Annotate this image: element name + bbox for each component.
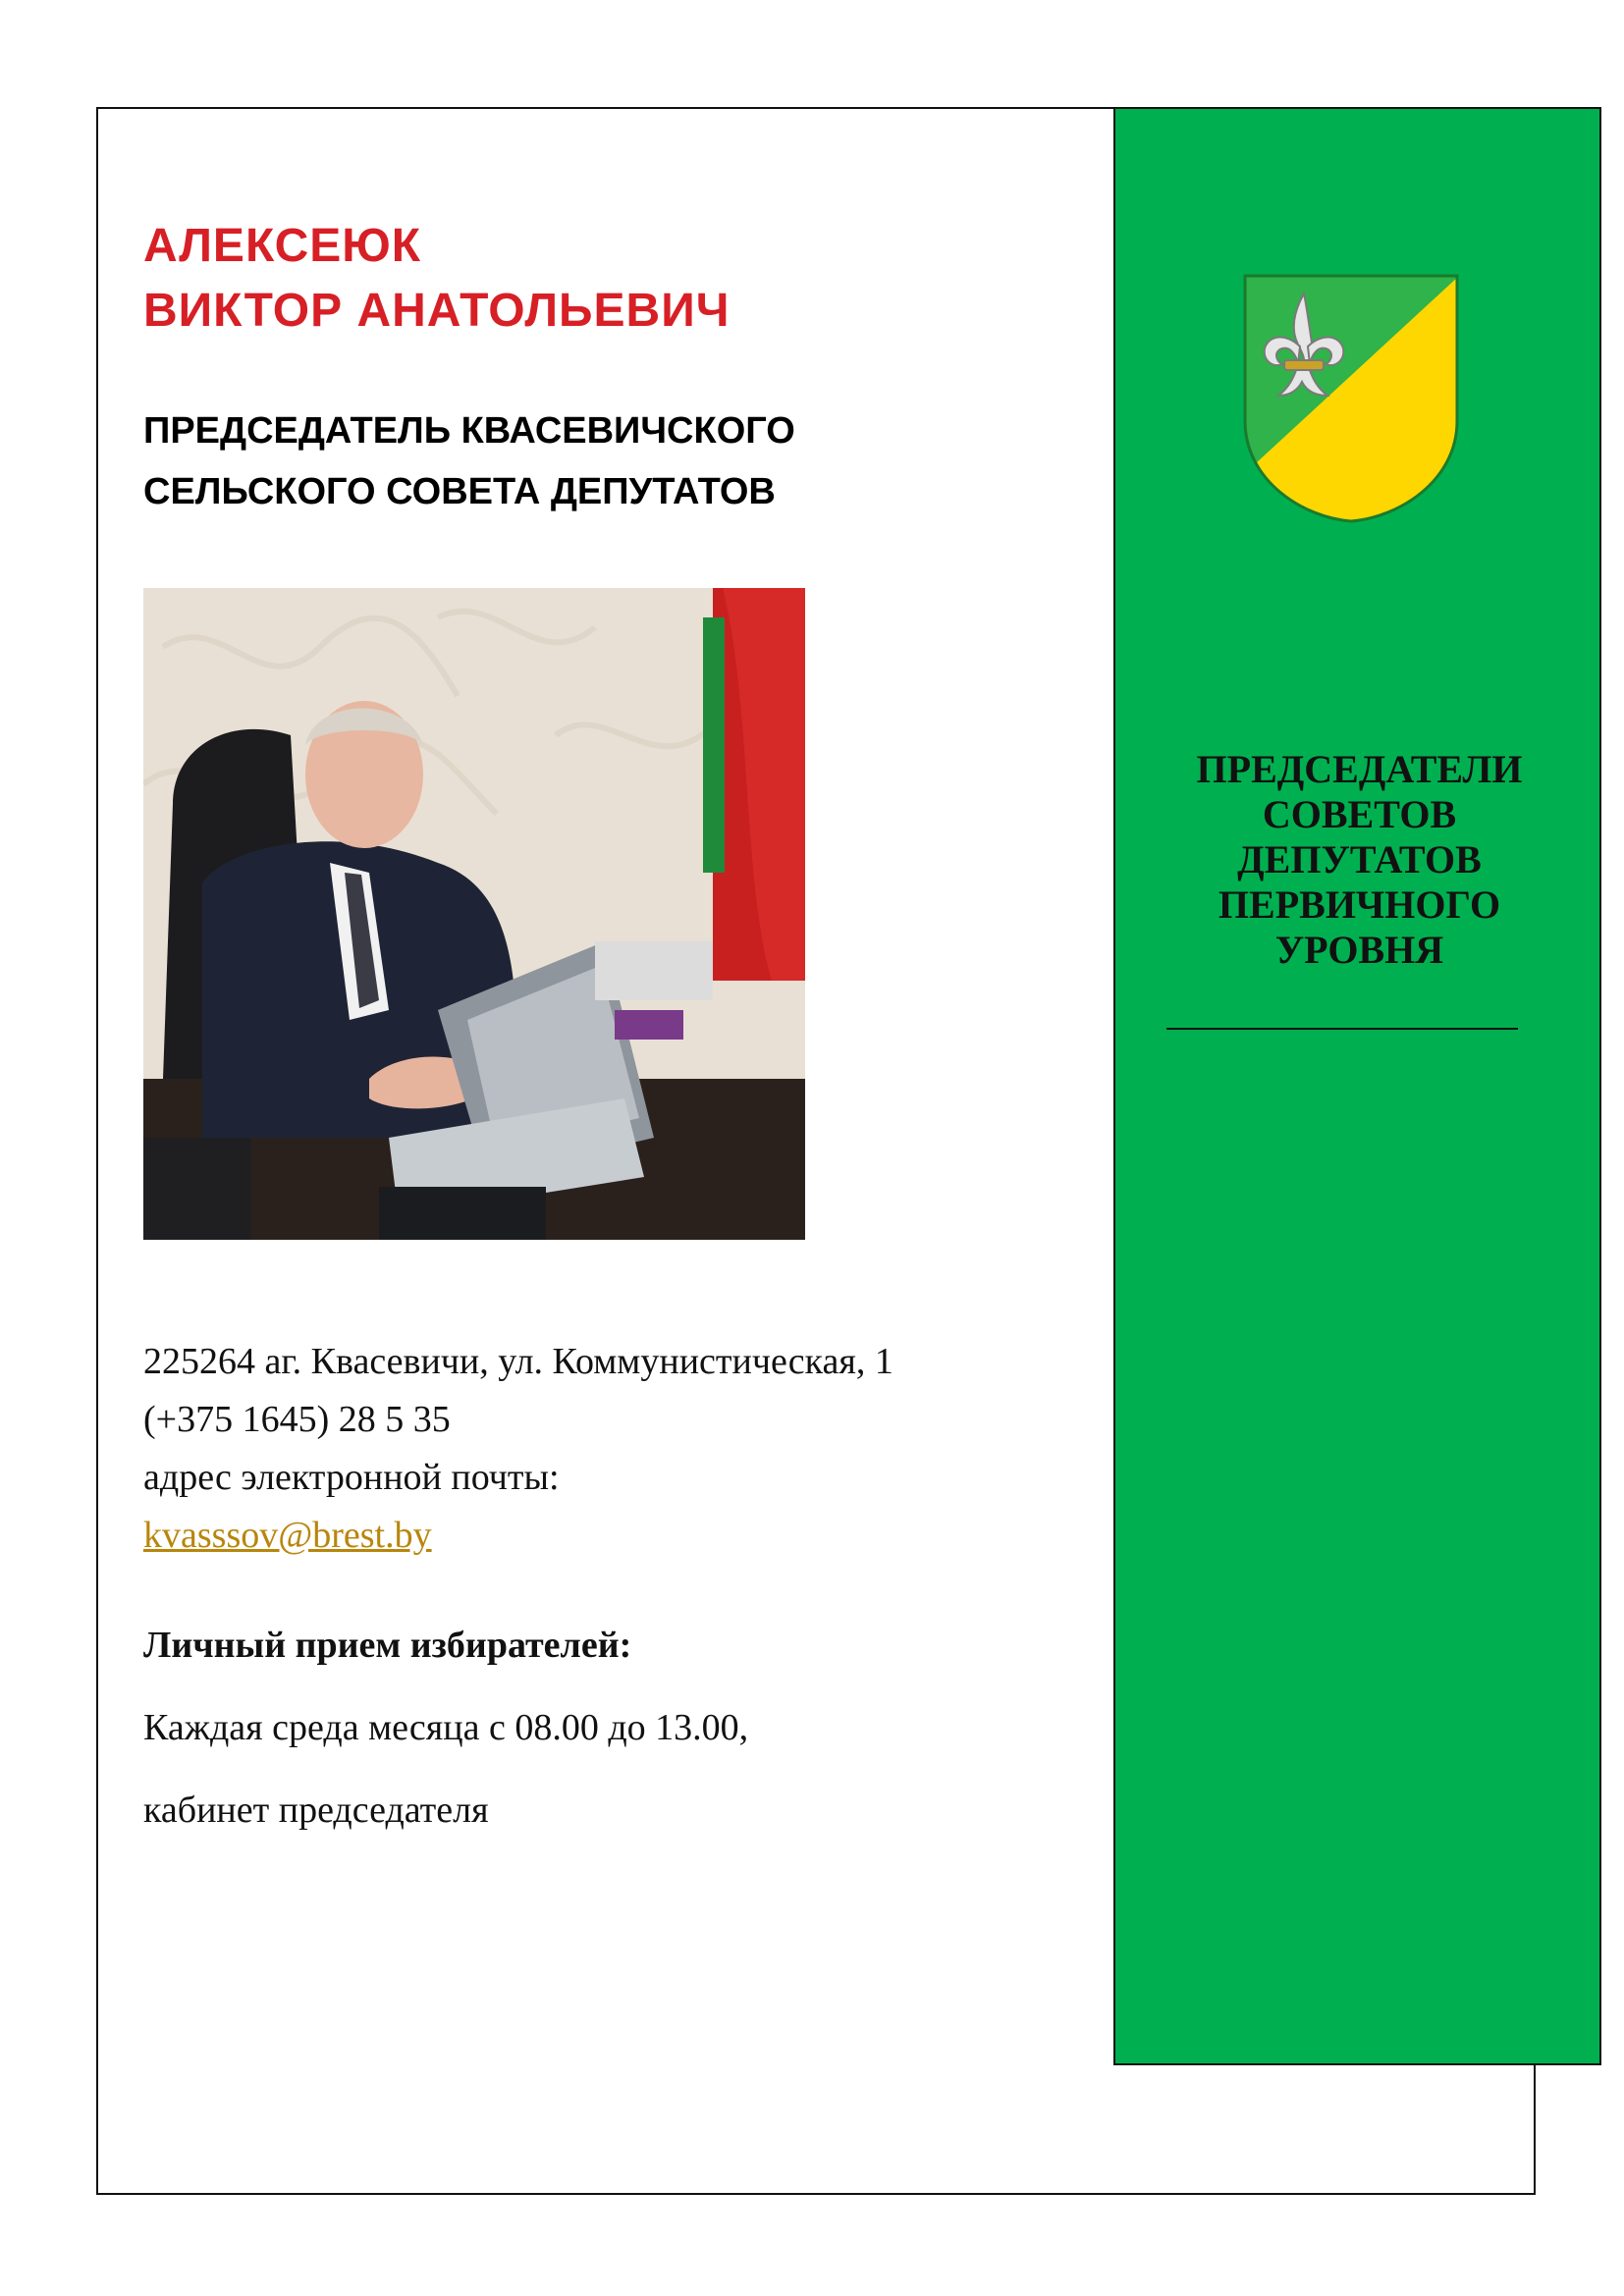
address-text: 225264 аг. Квасевичи, ул. Коммунистическая, 1 (143, 1341, 893, 1382)
contact-info (143, 1333, 1027, 1565)
person-name (143, 214, 730, 344)
sidebar-title-line: ПЕРВИЧНОГО (1218, 882, 1501, 927)
sidebar-title-line: УРОВНЯ (1274, 928, 1444, 972)
sidebar-title-line: СОВЕТОВ (1262, 792, 1457, 836)
email-link[interactable]: kvasssov@brest.by (143, 1515, 432, 1556)
sidebar-divider (1166, 1028, 1518, 1030)
person-photo (143, 588, 805, 1240)
email-label: адрес электронной почты: (143, 1457, 560, 1498)
position-line-2: СЕЛЬСКОГО СОВЕТА ДЕПУТАТОВ (143, 471, 776, 512)
phone-text: (+375 1645) 28 5 35 (143, 1399, 451, 1440)
coat-of-arms-emblem (1243, 274, 1459, 523)
reception-title: Личный прием избирателей: (143, 1625, 632, 1666)
reception-schedule: Каждая среда месяца с 08.00 до 13.00, (143, 1707, 749, 1748)
sidebar-title (1135, 747, 1584, 973)
position-line-1: ПРЕДСЕДАТЕЛЬ КВАСЕВИЧСКОГО (143, 410, 795, 452)
sidebar-title-line: ДЕПУТАТОВ (1237, 837, 1482, 881)
person-surname: АЛЕКСЕЮК (143, 220, 422, 272)
person-position (143, 400, 795, 522)
sidebar-title-line: ПРЕДСЕДАТЕЛИ (1196, 747, 1523, 791)
reception-place: кабинет председателя (143, 1789, 489, 1831)
person-given-names: ВИКТОР АНАТОЛЬЕВИЧ (143, 285, 731, 337)
shield-icon (1243, 274, 1459, 523)
sidebar-panel (1113, 107, 1601, 2065)
